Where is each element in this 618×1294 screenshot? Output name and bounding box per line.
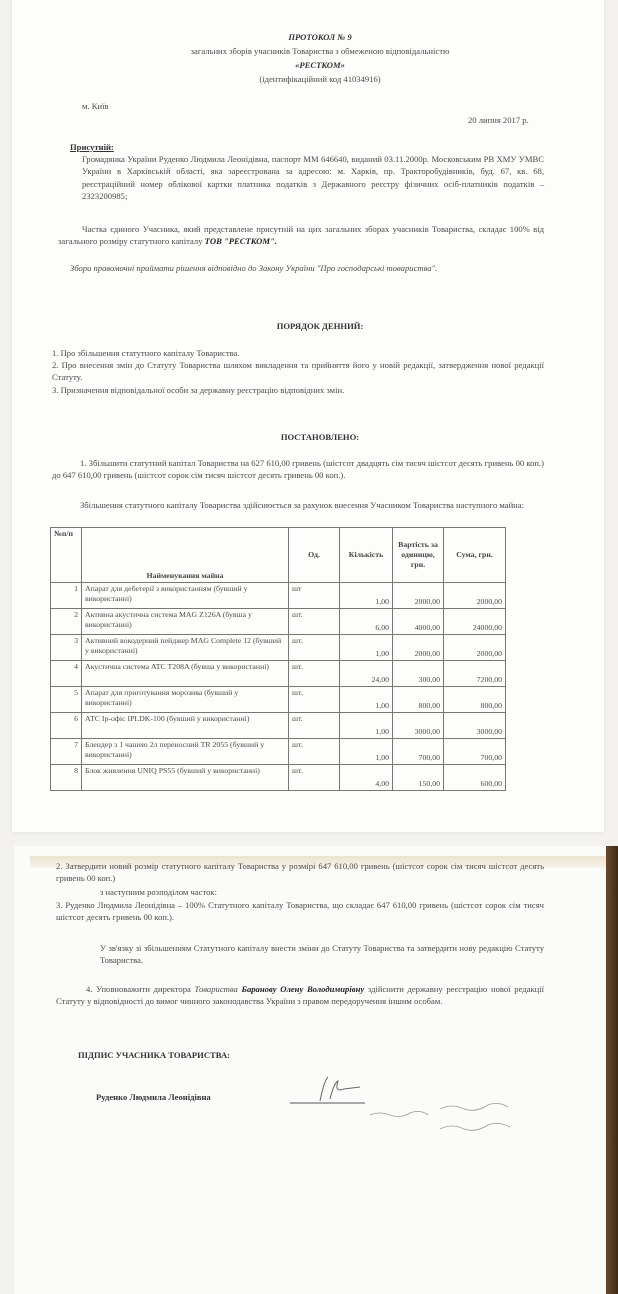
table-row [51, 765, 506, 791]
sum: 3000,00 [444, 713, 506, 739]
unit-price: 800,00 [393, 687, 444, 713]
sum: 2000,00 [444, 635, 506, 661]
agenda-item: 3. Призначення відповідальної особи за державну реєстрацію відповідних змін. [52, 385, 345, 395]
col-unit-price: Вартість за одиницю, грн. [393, 528, 444, 583]
signature-title: ПІДПИС УЧАСНИКА ТОВАРИСТВА: [78, 1050, 231, 1060]
col-sum: Сума, грн. [444, 528, 506, 583]
quantity: 6,00 [340, 609, 393, 635]
share-paragraph [58, 223, 544, 248]
unit-price: 700,00 [393, 739, 444, 765]
row-number: 4 [51, 661, 82, 687]
item-name: Апарат для дебетерії з використанням (бувший у використанні) [82, 583, 289, 609]
item-name: Блендер з 1 чашею 2л переносний TR 2055 (бувший у використанні) [82, 739, 289, 765]
resolved-item-2b: з наступним розподілом часток: [100, 887, 217, 897]
unit: шт. [289, 739, 340, 765]
table-row [51, 609, 506, 635]
date: 20 липня 2017 р. [468, 115, 529, 125]
city: м. Київ [82, 101, 109, 111]
quantity: 1,00 [340, 583, 393, 609]
sum: 700,00 [444, 739, 506, 765]
unit-price: 300,00 [393, 661, 444, 687]
unit-price: 2000,00 [393, 635, 444, 661]
share-company: ТОВ "РЕСТКОМ". [204, 236, 277, 247]
table-row [51, 635, 506, 661]
agenda-title: ПОРЯДОК ДЕННИЙ: [276, 321, 364, 331]
unit-price: 150,00 [393, 765, 444, 791]
agenda-item: 1. Про збільшення статутного капіталу Товариства. [52, 348, 240, 358]
row-number: 1 [51, 583, 82, 609]
quantity: 1,00 [340, 739, 393, 765]
row-number: 7 [51, 739, 82, 765]
statute-paragraph: У зв'язку зі збільшенням Статутного капіталу внести зміни до Статуту Товариства та затвердити нову редакцію Статуту Товариства. [100, 943, 544, 966]
quantity: 24,00 [340, 661, 393, 687]
table-edge [606, 846, 618, 1294]
company-name: «РЕСТКОМ» [295, 60, 345, 70]
col-number: №п/п [51, 528, 82, 583]
quantity: 1,00 [340, 635, 393, 661]
sum: 800,00 [444, 687, 506, 713]
unit: шт [289, 583, 340, 609]
item4-company: Товариства [194, 984, 238, 994]
unit: шт. [289, 635, 340, 661]
unit-price: 3000,00 [393, 713, 444, 739]
table-row [51, 739, 506, 765]
row-number: 6 [51, 713, 82, 739]
unit: шт. [289, 661, 340, 687]
present-label: Присутній: [70, 142, 114, 152]
row-number: 8 [51, 765, 82, 791]
item-name: Активний вокодерний пейджер MAG Complete 12 (бувший у використанні) [82, 635, 289, 661]
sum: 2000,00 [444, 583, 506, 609]
row-number: 5 [51, 687, 82, 713]
unit: шт. [289, 687, 340, 713]
item-name: Акустична система ATC T208A (бувша у використанні) [82, 661, 289, 687]
item4-text: 4. Уповноважити директора [86, 984, 195, 994]
share-text: Частка єдиного Учасника, який представлене присутній на цих загальних зборах учасників Товариства, складає 100% від загального розміру статутного капіталу [58, 224, 544, 247]
resolved-title: ПОСТАНОВЛЕНО: [280, 432, 360, 442]
table-row [51, 687, 506, 713]
resolved-item-1b: Збільшення статутного капіталу Товариства здійснюється за рахунок внесення Учасником Товариства наступного майна: [80, 500, 524, 510]
unit: шт. [289, 765, 340, 791]
item-name: Блок живлення UNIQ PS55 (бувший у використанні) [82, 765, 289, 791]
property-table [50, 527, 506, 791]
col-name: Найменування майна [82, 528, 289, 583]
quantity: 1,00 [340, 687, 393, 713]
table-header [51, 528, 506, 583]
table-row [51, 583, 506, 609]
quorum-text: Збори правомочні приймати рішення відповідно до Закону України "Про господарські товариства". [70, 263, 438, 273]
table-row [51, 661, 506, 687]
sum: 600,00 [444, 765, 506, 791]
resolved-item-2: 2. Затвердити новий розмір статутного капіталу Товариства у розмірі 647 610,00 гривень (шістсот сорок сім тисяч шістсот десять гривень 00 коп.) [56, 861, 544, 884]
director-name: Баранову Олену Володимирівну [237, 984, 365, 994]
unit: шт. [289, 713, 340, 739]
row-number: 2 [51, 609, 82, 635]
quantity: 1,00 [340, 713, 393, 739]
unit: шт. [289, 609, 340, 635]
present-text: Громадянка України Руденко Людмила Леонідівна, паспорт ММ 646640, виданий 03.11.2000р. Московським РВ ХМУ УМВС України в Харківській області, яка зареєстрована за адресою: м. Харків, пр. Тракторобудівників, буд. 67, кв. 68, реєстраційний номер облікової картки платника податків з Державного реєстру фізичних осіб-платників податків – 2323200985; [82, 154, 544, 202]
resolved-item-4 [56, 983, 544, 1008]
signature-image [290, 1075, 570, 1155]
item4-rest: здійснити державну реєстрацію нової редакції Статуту у відповідності до вимог чинного законодавства України з правом передоручення іншим особам. [56, 984, 545, 1007]
protocol-title: ПРОТОКОЛ № 9 [288, 32, 352, 42]
table-row [51, 713, 506, 739]
unit-price: 4000,00 [393, 609, 444, 635]
item-name: Активна акустична система MAG Z126A (бувша у використанні) [82, 609, 289, 635]
protocol-subtitle: загальних зборів учасників Товариства з обмеженою відповідальністю [190, 46, 450, 56]
ident-code: (ідентифікаційний код 41034916) [259, 74, 381, 84]
col-unit: Од. [289, 528, 340, 583]
quantity: 4,00 [340, 765, 393, 791]
resolved-item-3: 3. Руденко Людмила Леонідівна – 100% Статутного капіталу Товариства, що складає 647 610,00 гривень (шістсот сорок сім тисяч шістсот десять гривень 00 коп.). [56, 900, 544, 923]
agenda-item: 2. Про внесення змін до Статуту Товариства шляхом викладення та прийняття його у новій редакції, затвердження нової редакції Статуту. [52, 360, 544, 383]
sum: 24000,00 [444, 609, 506, 635]
unit-price: 2000,00 [393, 583, 444, 609]
row-number: 3 [51, 635, 82, 661]
signer-name: Руденко Людмила Леонідівна [96, 1092, 211, 1102]
sum: 7200,00 [444, 661, 506, 687]
item-name: АТС Ip-офіс IPLDK-100 (бувший у використанні) [82, 713, 289, 739]
item-name: Апарат для приготування морозива (бувший у використанні) [82, 687, 289, 713]
col-quantity: Кількість [340, 528, 393, 583]
resolved-item-1: 1. Збільшити статутний капітал Товариства на 627 610,00 гривень (шістсот двадцять сім тисяч шістсот десять гривень 00 коп.) до 647 610,00 гривень (шістсот сорок сім тисяч шістсот десять гривень 00 коп.). [52, 458, 544, 481]
